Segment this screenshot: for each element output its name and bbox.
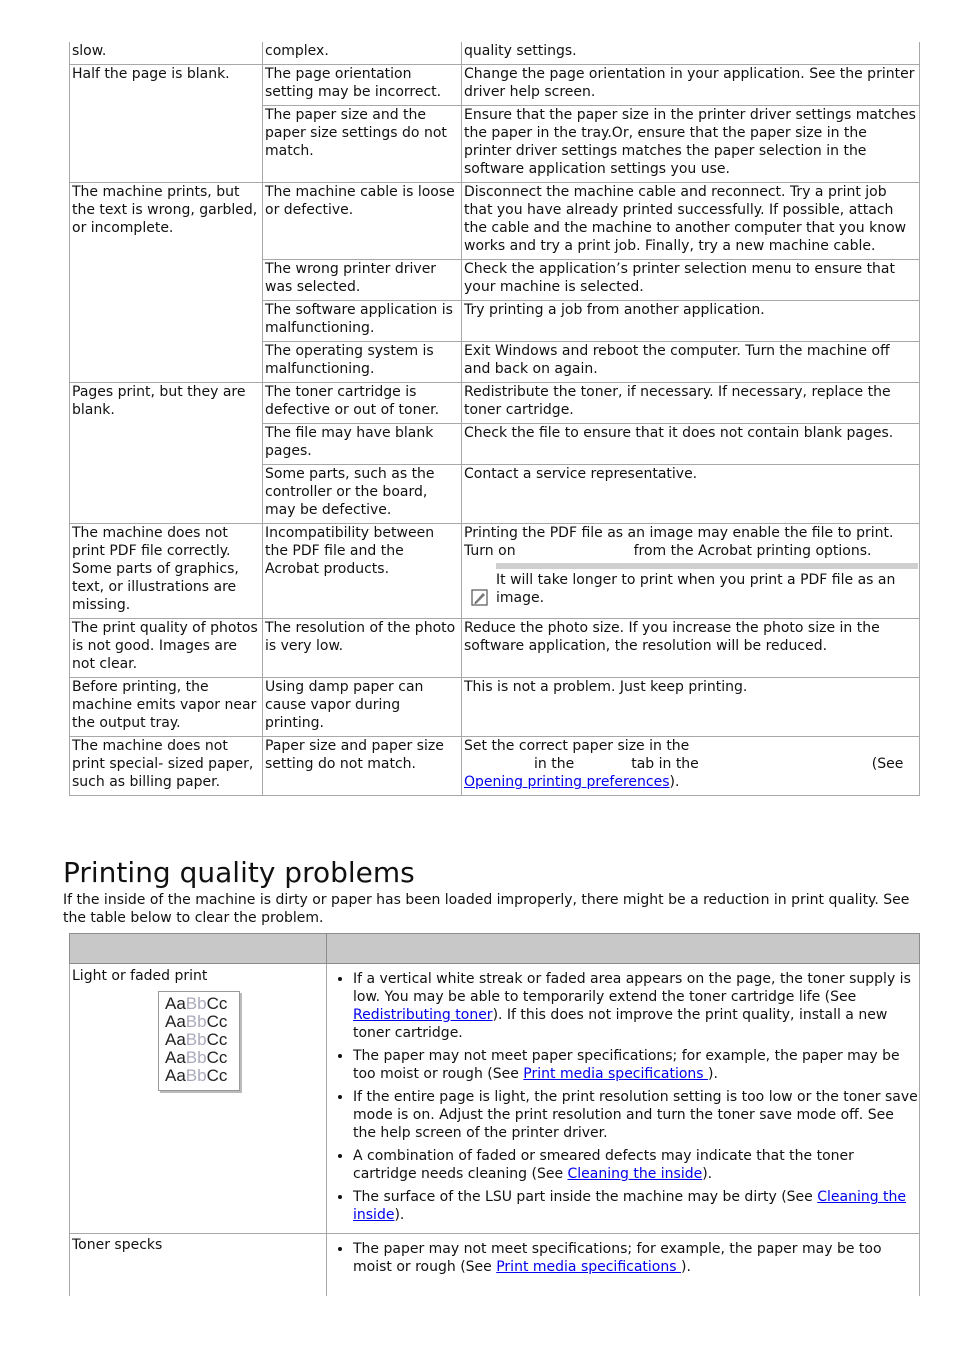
condition-cell bbox=[70, 964, 327, 1234]
cause-cell: The software application is malfunctioning. bbox=[263, 301, 462, 342]
table-row bbox=[70, 183, 920, 260]
opening-printing-preferences-link[interactable]: Opening printing preferences bbox=[464, 774, 670, 790]
solution-cell: This is not a problem. Just keep printing. bbox=[462, 678, 920, 737]
cause-cell: complex. bbox=[263, 42, 462, 65]
cause-cell: The paper size and the paper size settings do not match. bbox=[263, 106, 462, 183]
condition-cell: The machine does not print PDF file correctly. Some parts of graphics, text, or illustrations are missing. bbox=[70, 524, 263, 619]
solution-cell bbox=[462, 524, 920, 619]
solution-cell bbox=[327, 964, 920, 1234]
solution-cell: Check the file to ensure that it does not contain blank pages. bbox=[462, 424, 920, 465]
list-item: • A combination of faded or smeared defects may indicate that the toner cartridge needs cleaning (See Cleaning the inside). bbox=[353, 1147, 918, 1183]
cause-cell: Some parts, such as the controller or the board, may be defective. bbox=[263, 465, 462, 524]
condition-cell: Toner specks bbox=[70, 1234, 327, 1297]
solution-cell: Ensure that the paper size in the printer driver settings matches the paper in the tray.Or, ensure that the paper size in the printer driver settings matches the paper selection in the software application settings you use. bbox=[462, 106, 920, 183]
solution-cell: Disconnect the machine cable and reconnect. Try a print job that you have already printed successfully. If possible, attach the cable and the machine to another computer that you know works and try a print job. Finally, try a new machine cable. bbox=[462, 183, 920, 260]
section-title: Printing quality problems bbox=[63, 856, 415, 889]
condition-cell: The machine does not print special- sized paper, such as billing paper. bbox=[70, 737, 263, 796]
solution-cell: Try printing a job from another application. bbox=[462, 301, 920, 342]
solution-cell: quality settings. bbox=[462, 42, 920, 65]
solution-cell: Redistribute the toner, if necessary. If necessary, replace the toner cartridge. bbox=[462, 383, 920, 424]
solution-text: tab in the bbox=[631, 756, 699, 772]
print-media-specifications-link[interactable]: Print media specifications bbox=[523, 1066, 709, 1082]
cause-cell: Incompatibility between the PDF file and the Acrobat products. bbox=[263, 524, 462, 619]
cause-cell: The operating system is malfunctioning. bbox=[263, 342, 462, 383]
list-item: • If a vertical white streak or faded area appears on the page, the toner supply is low. You may be able to temporarily extend the toner cartridge life (See Redistributing toner). If this does not improve the print quality, install a new toner cartridge. bbox=[353, 970, 918, 1042]
solution-cell bbox=[462, 737, 920, 796]
cause-cell: The machine cable is loose or defective. bbox=[263, 183, 462, 260]
section-intro: If the inside of the machine is dirty or paper has been loaded improperly, there might be a reduction in print quality. See the table below to clear the problem. bbox=[63, 892, 910, 926]
cleaning-the-inside-link[interactable]: Cleaning the inside bbox=[353, 1189, 907, 1223]
header-cell bbox=[327, 934, 920, 964]
solution-text: ). bbox=[669, 774, 680, 790]
cause-cell: The toner cartridge is defective or out of toner. bbox=[263, 383, 462, 424]
solution-text: from the Acrobat printing options. bbox=[633, 543, 872, 559]
list-item: • If the entire page is light, the print resolution setting is too low or the toner save mode is on. Adjust the print resolution and turn the toner save mode off. See the help screen of the printer driver. bbox=[353, 1088, 918, 1142]
cause-cell: The page orientation setting may be incorrect. bbox=[263, 65, 462, 106]
condition-cell: Pages print, but they are blank. bbox=[70, 383, 263, 524]
solution-list bbox=[329, 1240, 918, 1276]
print-quality-table bbox=[69, 933, 920, 1296]
sample-line: AaBbCc bbox=[165, 1030, 228, 1049]
solution-cell: Change the page orientation in your application. See the printer driver help screen. bbox=[462, 65, 920, 106]
solution-cell: Contact a service representative. bbox=[462, 465, 920, 524]
sample-line: AaBbCc bbox=[165, 1048, 228, 1067]
faded-print-sample-image bbox=[158, 991, 240, 1091]
table-row bbox=[70, 737, 920, 796]
table-row bbox=[70, 678, 920, 737]
troubleshooting-table bbox=[69, 42, 920, 796]
sample-line: AaBbCc bbox=[165, 1066, 228, 1085]
cause-cell: The resolution of the photo is very low. bbox=[263, 619, 462, 678]
condition-cell: Before printing, the machine emits vapor near the output tray. bbox=[70, 678, 263, 737]
note-text: It will take longer to print when you print a PDF file as an image. bbox=[496, 563, 918, 607]
condition-cell: slow. bbox=[70, 42, 263, 65]
print-media-specifications-link[interactable]: Print media specifications bbox=[496, 1259, 681, 1275]
table-header-row bbox=[70, 934, 920, 964]
condition-cell: The print quality of photos is not good. Images are not clear. bbox=[70, 619, 263, 678]
cause-cell: The file may have blank pages. bbox=[263, 424, 462, 465]
cause-cell: Using damp paper can cause vapor during printing. bbox=[263, 678, 462, 737]
solution-list bbox=[329, 970, 918, 1224]
cleaning-the-inside-link[interactable]: Cleaning the inside bbox=[567, 1166, 703, 1182]
header-cell bbox=[70, 934, 327, 964]
solution-cell bbox=[327, 1234, 920, 1297]
solution-text: Set the correct paper size in the bbox=[464, 738, 690, 754]
solution-cell: Check the application’s printer selection menu to ensure that your machine is selected. bbox=[462, 260, 920, 301]
table-row bbox=[70, 383, 920, 424]
note bbox=[464, 563, 918, 607]
note-pencil-icon bbox=[471, 589, 488, 606]
solution-cell: Exit Windows and reboot the computer. Turn the machine off and back on again. bbox=[462, 342, 920, 383]
solution-cell: Reduce the photo size. If you increase the photo size in the software application, the resolution will be reduced. bbox=[462, 619, 920, 678]
table-row bbox=[70, 524, 920, 619]
table-row bbox=[70, 964, 920, 1234]
condition-cell: Half the page is blank. bbox=[70, 65, 263, 183]
solution-text: (See bbox=[871, 756, 904, 772]
condition-text: Light or faded print bbox=[72, 968, 208, 984]
table-row bbox=[70, 65, 920, 106]
solution-text: in the bbox=[534, 756, 575, 772]
table-row bbox=[70, 619, 920, 678]
sample-line: AaBbCc bbox=[165, 994, 228, 1013]
redistributing-toner-link[interactable]: Redistributing toner bbox=[353, 1007, 493, 1023]
list-item: • The paper may not meet specifications; for example, the paper may be too moist or rough (See Print media specifications ). bbox=[353, 1240, 918, 1276]
cause-cell: Paper size and paper size setting do not match. bbox=[263, 737, 462, 796]
sample-line: AaBbCc bbox=[165, 1012, 228, 1031]
table-row bbox=[70, 42, 920, 65]
list-item: • The paper may not meet paper specifications; for example, the paper may be too moist or rough (See Print media specifications ). bbox=[353, 1047, 918, 1083]
solution-text: Printing the PDF file as an image may enable the file to print. Turn on bbox=[464, 525, 894, 559]
list-item: • The surface of the LSU part inside the machine may be dirty (See Cleaning the inside). bbox=[353, 1188, 918, 1224]
cause-cell: The wrong printer driver was selected. bbox=[263, 260, 462, 301]
table-row bbox=[70, 1234, 920, 1297]
condition-cell: The machine prints, but the text is wrong, garbled, or incomplete. bbox=[70, 183, 263, 383]
